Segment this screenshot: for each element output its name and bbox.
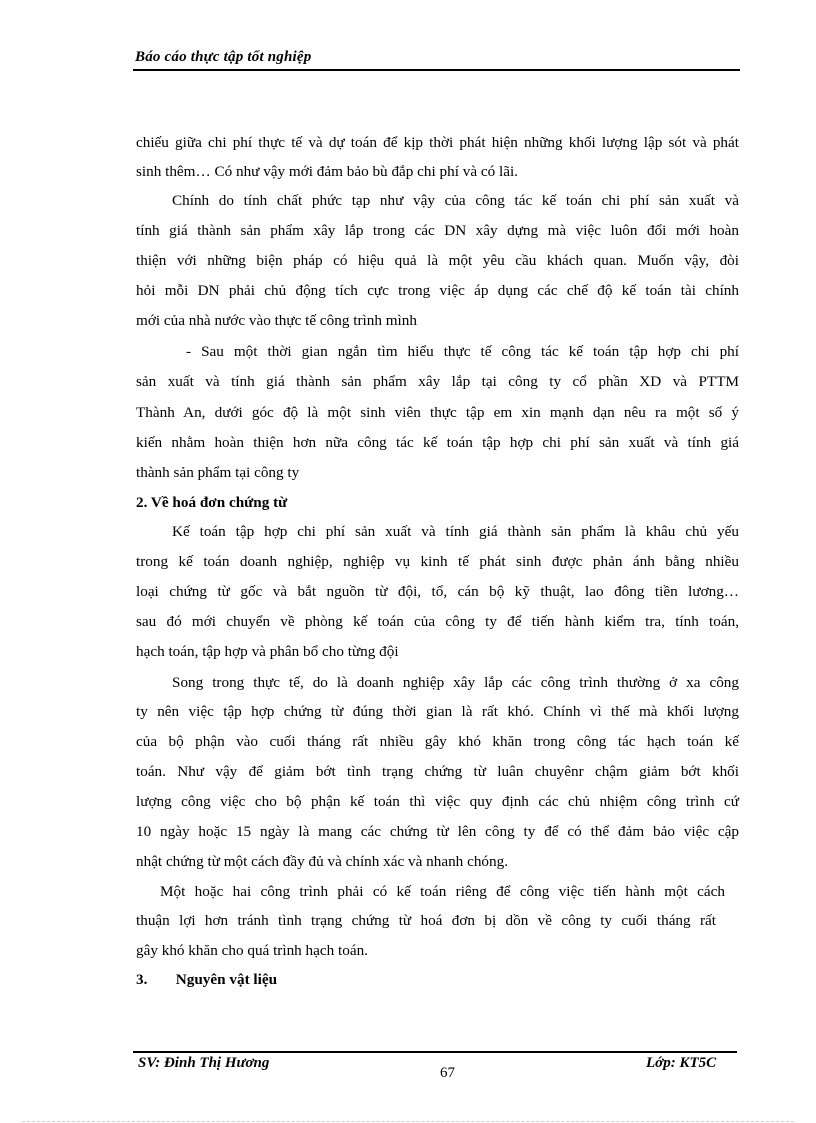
paragraph-line: Thành An, dưới góc độ là một sinh viên thực tập em xin mạnh dạn nêu ra một số ý [136,404,739,421]
page-edge-divider [22,1121,794,1122]
header-rule [133,69,740,71]
section-heading-text: Về hoá đơn chứng từ [150,494,288,511]
paragraph-line: Chính do tính chất phức tạp như vậy của công tác kế toán chi phí sản xuất và [172,192,739,209]
footer-student-name: SV: Đinh Thị Hương [138,1055,270,1071]
paragraph-line: toán. Như vậy để giảm bớt tình trạng chứng từ luân chuyênr chậm giảm bớt khối [136,763,739,780]
paragraph-line: trong kế toán doanh nghiệp, nghiệp vụ kinh tế phát sinh được phản ánh bằng nhiều [136,553,739,570]
footer-rule [133,1051,737,1053]
section-heading-text: Nguyên vật liệu [175,971,278,988]
paragraph-line: Một hoặc hai công trình phải có kế toán riêng để công việc tiến hành một cách [160,883,725,900]
paragraph-line: sau đó mới chuyển về phòng kế toán của công ty để tiến hành kiểm tra, tính toán, [136,613,739,630]
footer-class: Lớp: KT5C [646,1055,717,1071]
section-heading [136,971,277,989]
paragraph-line: thuận lợi hơn tránh tình trạng chứng từ hoá đơn bị dồn về công ty cuối tháng rất [136,912,716,929]
paragraph-line: ty nên việc tập hợp chứng từ đúng thời gian là rất khó. Chính vì thế mà khối lượng [136,703,739,720]
paragraph-line: - Sau một thời gian ngắn tìm hiểu thực tế công tác kế toán tập hợp chi phí [186,343,739,360]
section-heading-number: 3. [136,971,148,988]
paragraph-line: loại chứng từ gốc và bắt nguồn từ đội, tổ, cán bộ kỹ thuật, lao đông tiền lương… [136,583,739,600]
paragraph-line: sản xuất và tính giá thành sản phẩm xây lắp tại công ty cổ phần XD và PTTM [136,373,739,390]
paragraph-line: chiếu giữa chi phí thực tế và dự toán để kịp thời phát hiện những khối lượng lập sót và phát [136,134,739,151]
paragraph-line: mới của nhà nước vào thực tế công trình mình [136,312,417,329]
page-number: 67 [440,1065,455,1081]
paragraph-line: Song trong thực tế, do là doanh nghiệp xây lắp các công trình thường ở xa công [172,674,739,691]
section-heading-number: 2. [136,494,148,511]
paragraph-line: thành sản phẩm tại công ty [136,464,300,481]
paragraph-line: của bộ phận vào cuối tháng rất nhiều gây khó khăn trong công tác hạch toán kế [136,733,739,750]
paragraph-line: thiện với những biện pháp có hiệu quả là một yêu cầu khách quan. Muốn vậy, đòi [136,252,739,269]
paragraph-line: 10 ngày hoặc 15 ngày là mang các chứng từ lên công ty để có thể đảm bảo việc cập [136,823,739,840]
paragraph-line: sinh thêm… Có như vậy mới đảm bảo bù đắp chi phí và có lãi. [136,163,518,180]
paragraph-line: gây khó khăn cho quá trình hạch toán. [136,942,368,959]
paragraph-line: tính giá thành sản phẩm xây lắp trong các DN xây dựng mà việc luôn đổi mới hoàn [136,222,739,239]
paragraph-line: hạch toán, tập hợp và phân bổ cho từng đội [136,643,399,660]
paragraph-line: kiến nhằm hoàn thiện hơn nữa công tác kế toán tập hợp chi phí sản xuất và tính giá [136,434,739,451]
paragraph-line: hỏi mỗi DN phải chủ động tích cực trong việc áp dụng các chế độ kế toán tài chính [136,282,739,299]
paragraph-line: lượng công việc cho bộ phận kế toán thì việc quy định các chủ nhiệm công trình cứ [136,793,739,810]
paragraph-line: Kế toán tập hợp chi phí sản xuất và tính giá thành sản phẩm là khâu chủ yếu [172,523,739,540]
section-heading [136,494,287,512]
page-header-title: Báo cáo thực tập tốt nghiệp [135,49,312,65]
paragraph-line: nhật chứng từ một cách đầy đủ và chính xác và nhanh chóng. [136,853,508,870]
